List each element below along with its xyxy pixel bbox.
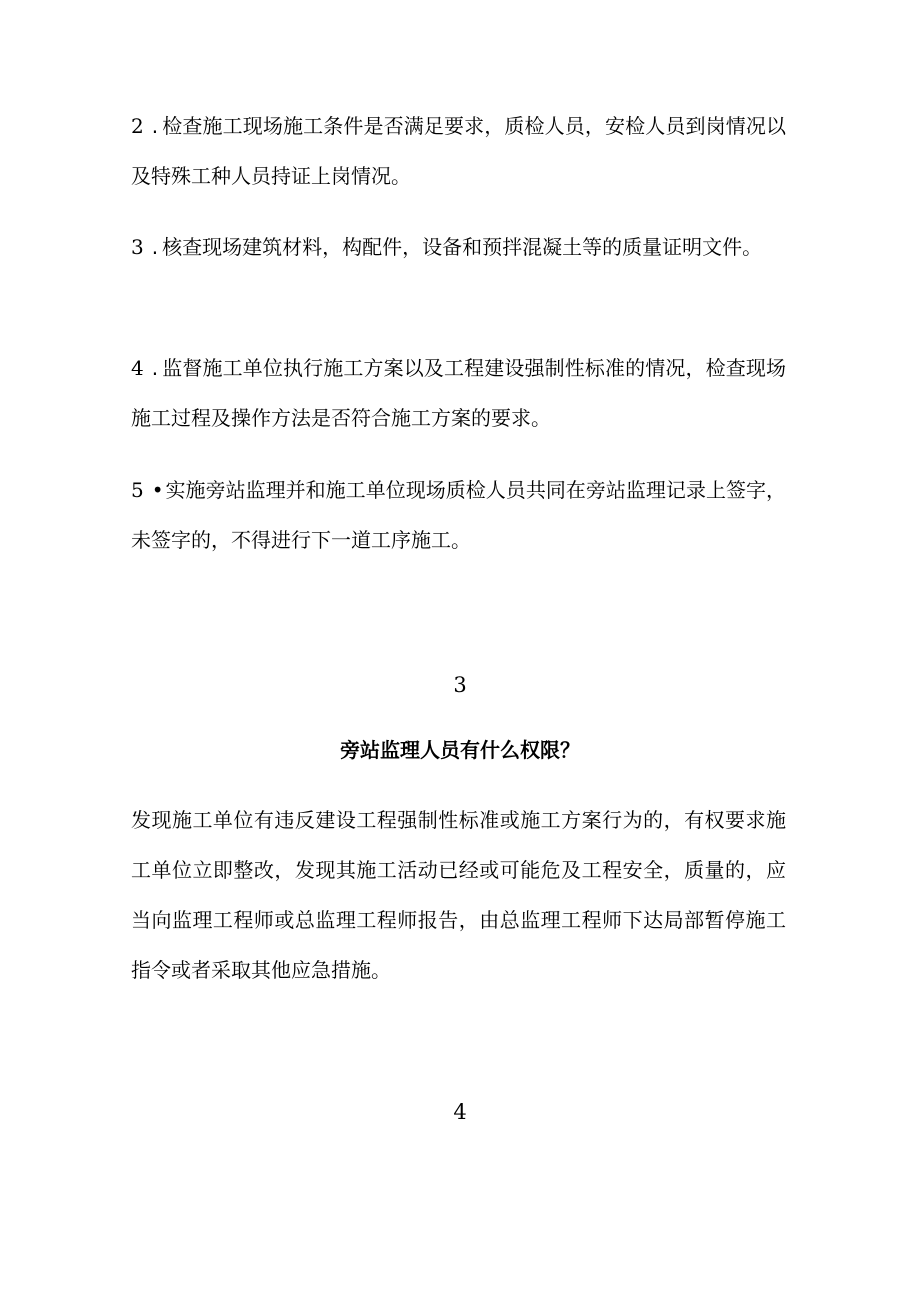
section-body: 发现施工单位有违反建设工程强制性标准或施工方案行为的，有权要求施工单位立即整改，发现其施工活动已经或可能危及工程安全，质量的，应当向监理工程师或总监理工程师报告，由总监理工程师下达局部暂停施工指令或者采取其他应急措施。: [131, 808, 786, 982]
item-number: 2: [131, 114, 144, 138]
item-separator: .: [151, 235, 159, 259]
list-item-3: [131, 222, 786, 272]
item-separator: .: [151, 356, 159, 380]
list-item-5: [131, 465, 786, 565]
item-number: 3: [131, 235, 144, 259]
item-number: 5: [131, 478, 144, 502]
item-number: 4: [131, 356, 144, 380]
list-item-4: [131, 343, 786, 443]
list-item-2: [131, 101, 786, 201]
item-separator: .: [151, 114, 159, 138]
section-heading: 旁站监理人员有什么权限？: [340, 738, 580, 762]
item-separator: •: [151, 478, 164, 502]
section-number-4: 4: [453, 1100, 467, 1124]
item-text: 检查施工现场施工条件是否满足要求，质检人员，安检人员到岗情况以及特殊工种人员持证上岗情况。: [131, 114, 786, 188]
item-text: 实施旁站监理并和施工单位现场质检人员共同在旁站监理记录上签字，未签字的，不得进行下一道工序施工。: [131, 478, 786, 552]
section-number-3: 3: [453, 673, 467, 697]
item-text: 监督施工单位执行施工方案以及工程建设强制性标准的情况，检查现场施工过程及操作方法是否符合施工方案的要求。: [131, 356, 786, 430]
item-text: 核查现场建筑材料，构配件，设备和预拌混凝土等的质量证明文件。: [162, 235, 763, 259]
